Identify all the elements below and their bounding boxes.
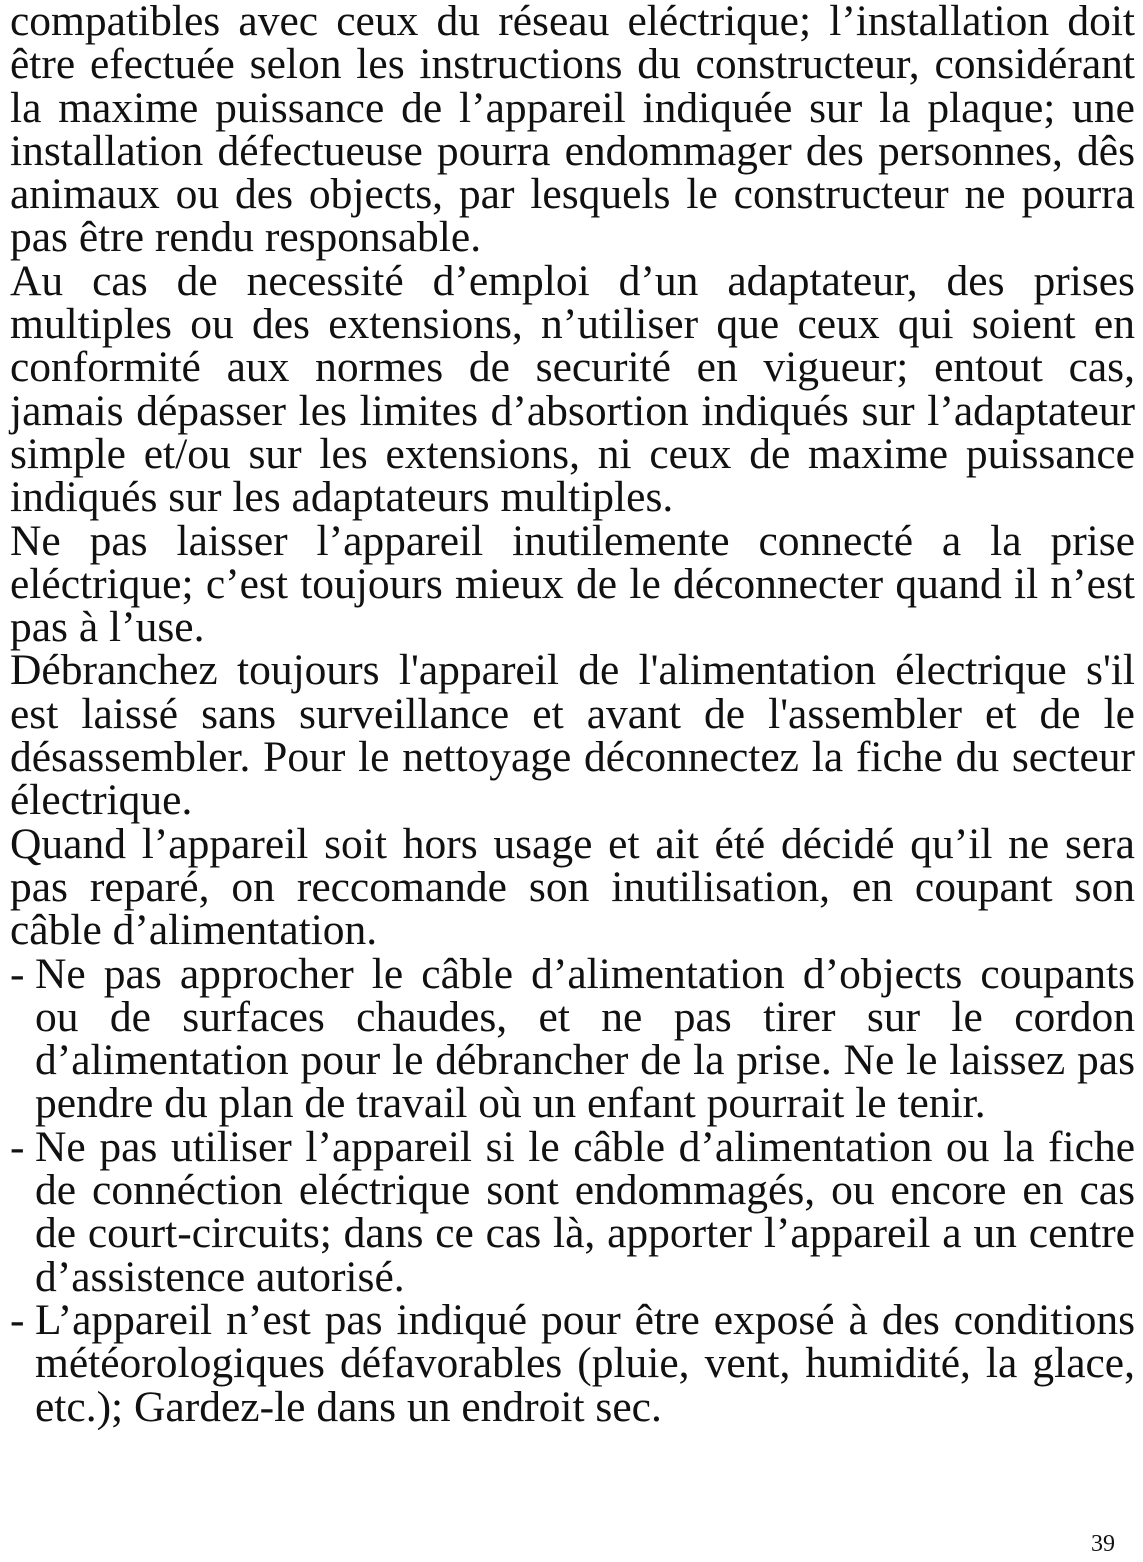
bullet-marker: - [10, 949, 25, 998]
page-body [10, 0, 1135, 1429]
list-item [10, 1122, 1135, 1301]
bullet-list [10, 949, 1135, 1431]
paragraph-adapter: Au cas de necessité d’emploi d’un adaptateur, des prises multiples ou des extensions, n’utiliser que ceux qui soient en conformité aux normes de securité en vigueur; entout cas, jamais dépasser les limites d’absortion indiqués sur l’adaptateur simple et/ou sur les extensions, ni ceux de maxime puissance indiqués sur les adaptateurs multiples. [10, 256, 1135, 522]
page-number: 39 [1091, 1531, 1115, 1557]
bullet-marker: - [10, 1122, 25, 1171]
list-item [10, 1295, 1135, 1431]
list-item [10, 949, 1135, 1128]
paragraph-disposal: Quand l’appareil soit hors usage et ait été décidé qu’il ne sera pas reparé, on reccomande son inutilisation, en coupant son câble d’alimentation. [10, 819, 1135, 955]
list-item-text: Ne pas approcher le câble d’alimentation d’objects coupants ou de surfaces chaudes, et ne pas tirer sur le cordon d’alimentation pour le débrancher de la prise. Ne le laissez pas pendre du plan de travail où un enfant pourrait le tenir. [35, 949, 1135, 1128]
list-item-text: L’appareil n’est pas indiqué pour être exposé à des conditions météorologiques défavorables (pluie, vent, humidité, la glace, etc.); Gardez-le dans un endroit sec. [35, 1295, 1135, 1431]
bullet-marker: - [10, 1295, 25, 1344]
paragraph-unplug: Débranchez toujours l'appareil de l'alimentation électrique s'il est laissé sans surveillance et avant de l'assembler et de le désassembler. Pour le nettoyage déconnectez la fiche du secteur électrique. [10, 646, 1135, 825]
paragraph-disconnect: Ne pas laisser l’appareil inutilemente connecté a la prise eléctrique; c’est toujours mieux de le déconnecter quand il n’est pas à l’use. [10, 516, 1135, 652]
list-item-text: Ne pas utiliser l’appareil si le câble d’alimentation ou la fiche de connéction eléctrique sont endommagés, ou encore en cas de court-circuits; dans ce cas là, apporter l’appareil a un centre d’assistence autorisé. [35, 1122, 1135, 1301]
paragraph-installation: compatibles avec ceux du réseau eléctrique; l’installation doit être efectuée selon les instructions du constructeur, considérant la maxime puissance de l’appareil indiquée sur la plaque; une installation défectueuse pourra endommager des personnes, dês animaux ou des objects, par lesquels le constructeur ne pourra pas être rendu responsable. [10, 0, 1135, 262]
